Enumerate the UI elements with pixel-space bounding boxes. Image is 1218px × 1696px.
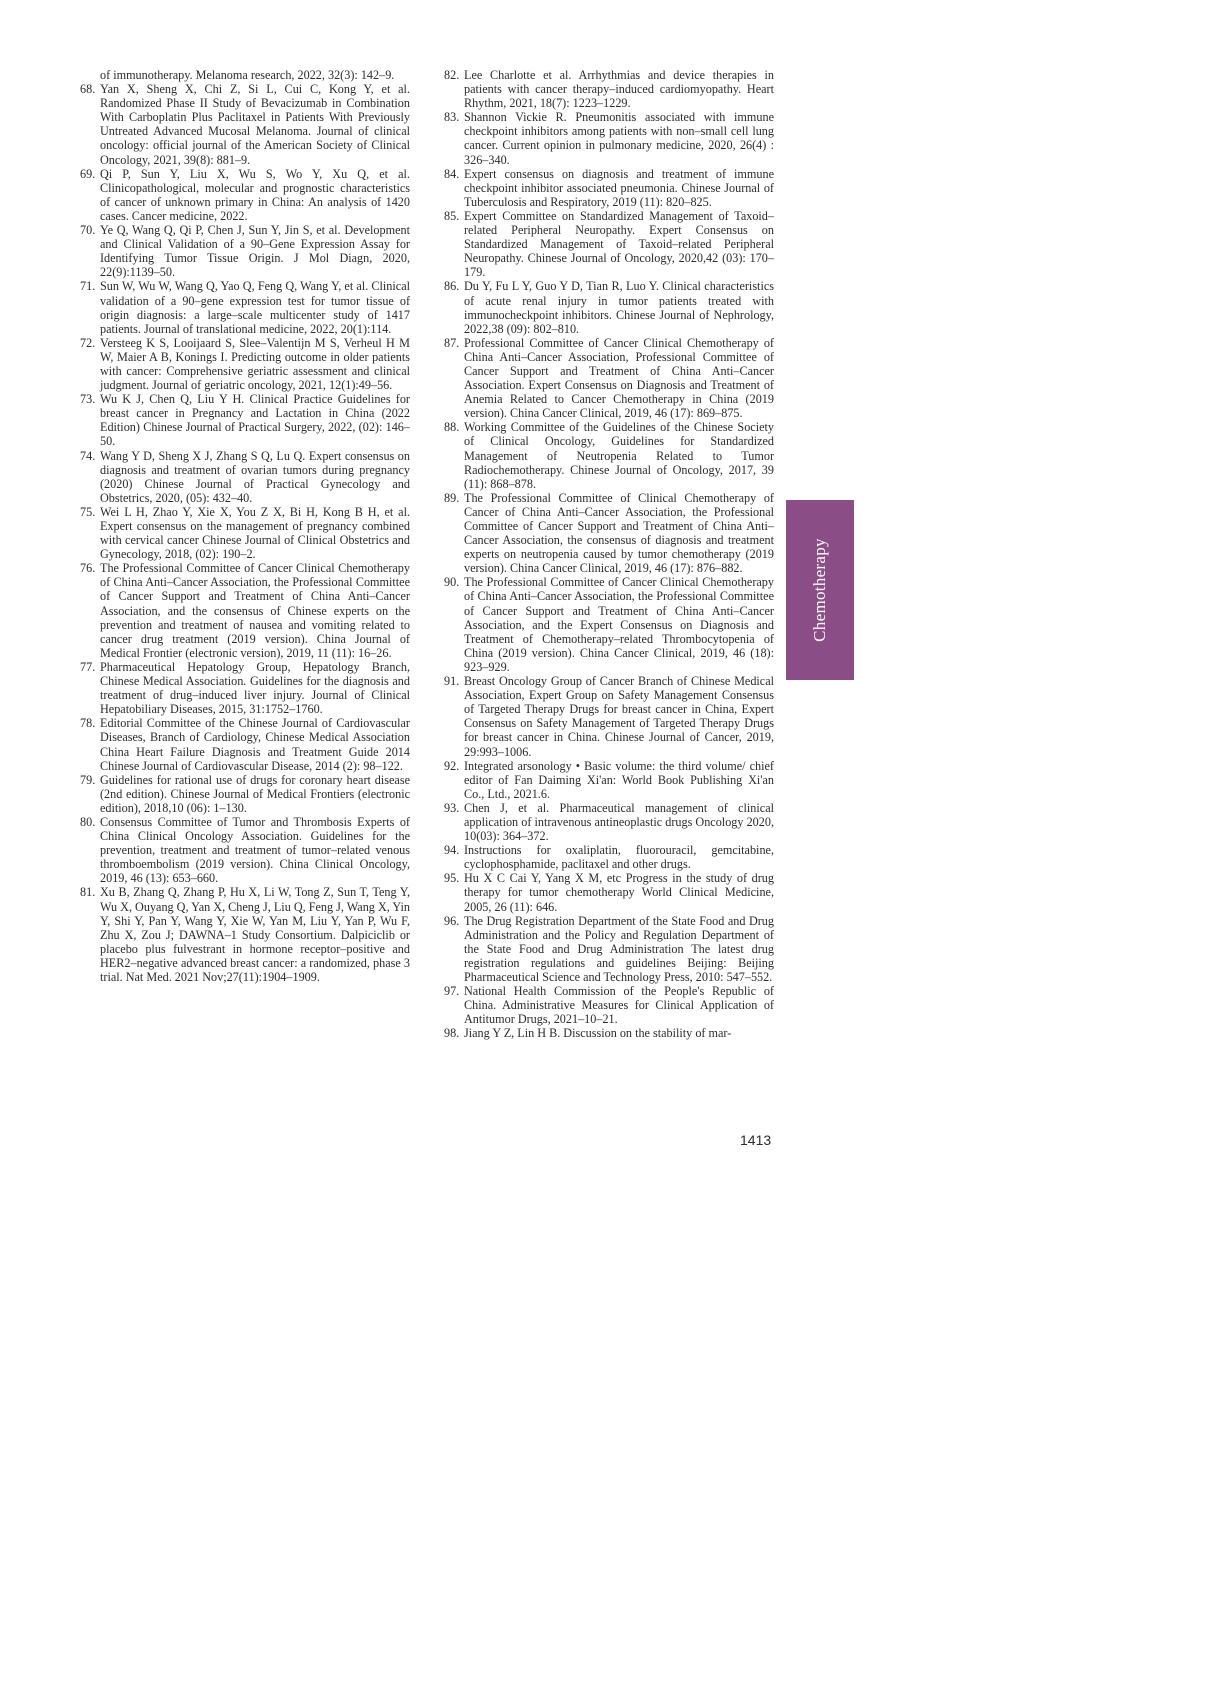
reference-text: Expert consensus on diagnosis and treatment of immune checkpoint inhibitor associated pneumonia. Chinese Journal of Tuberculosis and Respiratory, 2019 (11): 820–825. <box>464 166 774 209</box>
reference-number: 87. <box>444 335 460 350</box>
chapter-side-tab-label: Chemotherapy <box>810 538 829 642</box>
right-reference-column <box>444 68 774 1040</box>
reference-item <box>444 843 774 871</box>
reference-text: Editorial Committee of the Chinese Journal of Cardiovascular Diseases, Branch of Cardiology, Chinese Medical Association China Heart Failure Diagnosis and Treatment Guide 2014 Chinese Journal of Cardiovascular Disease, 2014 (2): 98–122. <box>100 716 410 773</box>
reference-text: Hu X C Cai Y, Yang X M, etc Progress in the study of drug therapy for tumor chemotherapy World Clinical Medicine, 2005, 26 (11): 646. <box>464 871 774 914</box>
reference-text: The Drug Registration Department of the State Food and Drug Administration and the Policy and Regulation Department of the State Food and Drug Administration The latest drug registration regulations and guidelines Beijing: Beijing Pharmaceutical Science and Technology Press, 2010: 547–552. <box>464 913 774 984</box>
reference-text: Ye Q, Wang Q, Qi P, Chen J, Sun Y, Jin S, et al. Development and Clinical Validation of a 90–Gene Expression Assay for Identifying Tumor Tissue Origin. J Mol Diagn, 2020, 22(9):1139–50. <box>100 223 410 280</box>
reference-number: 76. <box>80 561 96 576</box>
left-reference-column <box>80 68 410 984</box>
reference-text: Integrated arsonology • Basic volume: the third volume/ chief editor of Fan Daiming Xi'an: World Book Publishing Xi'an Co., Ltd., 2021.6. <box>464 758 774 801</box>
reference-text: National Health Commission of the People's Republic of China. Administrative Measures for Clinical Application of Antitumor Drugs, 2021–10–21. <box>464 984 774 1027</box>
reference-item <box>80 815 410 885</box>
reference-item <box>444 491 774 576</box>
reference-item <box>80 885 410 984</box>
reference-number: 73. <box>80 392 96 407</box>
chapter-side-tab <box>786 500 854 680</box>
reference-item <box>80 167 410 223</box>
reference-text: Versteeg K S, Looijaard S, Slee–Valentijn M S, Verheul H M W, Maier A B, Konings I. Predicting outcome in older patients with cancer: Comprehensive geriatric assessment and clinical judgment. Journal of geriatric oncology, 2021, 12(1):49–56. <box>100 335 410 393</box>
reference-text: Wei L H, Zhao Y, Xie X, You Z X, Bi H, Kong B H, et al. Expert consensus on the management of pregnancy combined with cervical cancer Chinese Journal of Clinical Obstetrics and Gynecology, 2018, (02): 190–2. <box>100 504 410 562</box>
reference-text: Xu B, Zhang Q, Zhang P, Hu X, Li W, Tong Z, Sun T, Teng Y, Wu X, Ouyang Q, Yan X, Cheng J, Liu Q, Feng J, Wang X, Yin Y, Shi Y, Pan Y, Wang Y, Xie W, Yan M, Liu Y, Yan P, Wu F, Zhu X, Zou J; DAWNA–1 Study Consortium. Dalpiciclib or placebo plus fulvestrant in hormone receptor–positive and HER2–negative advanced breast cancer: a randomized, phase 3 trial. Nat Med. 2021 Nov;27(11):1904–1909. <box>100 885 410 984</box>
reference-number: 89. <box>444 490 460 505</box>
reference-text: Expert Committee on Standardized Management of Taxoid–related Peripheral Neuropathy. Expert Consensus on Standardized Management of Taxoid–related Peripheral Neuropathy. Chinese Journal of Oncology, 2020,42 (03): 170–179. <box>464 208 774 280</box>
reference-text: Shannon Vickie R. Pneumonitis associated with immune checkpoint inhibitors among patients with non–small cell lung cancer. Current opinion in pulmonary medicine, 2020, 26(4) : 326–340. <box>464 110 774 167</box>
reference-text: Consensus Committee of Tumor and Thrombosis Experts of China Clinical Oncology Association. Guidelines for the prevention, treatment and treatment of tumor–related venous thromboembolism (2019 version). China Clinical Oncology, 2019, 46 (13): 653–660. <box>100 814 410 886</box>
reference-item <box>444 759 774 801</box>
reference-item <box>444 110 774 166</box>
reference-text: Chen J, et al. Pharmaceutical management of clinical application of intravenous antineoplastic drugs Oncology 2020, 10(03): 364–372. <box>464 800 774 844</box>
reference-number: 91. <box>444 674 460 689</box>
reference-item <box>80 223 410 279</box>
reference-item <box>80 660 410 716</box>
left-reference-list <box>80 82 410 984</box>
reference-text: Wu K J, Chen Q, Liu Y H. Clinical Practice Guidelines for breast cancer in Pregnancy and Lactation in China (2022 Edition) Chinese Journal of Practical Surgery, 2022, (02): 146–50. <box>100 392 410 449</box>
reference-number: 82. <box>444 68 460 82</box>
reference-text: Instructions for oxaliplatin, fluorouracil, gemcitabine, cyclophosphamide, paclitaxel and other drugs. <box>464 843 774 872</box>
reference-item <box>444 68 774 110</box>
right-reference-list <box>444 68 774 1040</box>
reference-text: Breast Oncology Group of Cancer Branch of Chinese Medical Association, Expert Group on Safety Management Consensus of Targeted Therapy Drugs for breast cancer in China, Expert Consensus on Safety Management of Targeted Therapy Drugs for breast cancer in China. Chinese Journal of Cancer, 2019, 29:993–1006. <box>464 674 774 759</box>
reference-number: 80. <box>80 814 96 829</box>
reference-number: 90. <box>444 575 460 590</box>
reference-number: 70. <box>80 223 96 238</box>
reference-text: The Professional Committee of Clinical Chemotherapy of Cancer of China Anti–Cancer Association, the Professional Committee of Cancer Support and Treatment of China Anti–Cancer Association, the consensus of diagnosis and treatment experts on neutropenia caused by tumor chemotherapy (2019 version). China Cancer Clinical, 2019, 46 (17): 876–882. <box>464 490 774 576</box>
reference-item <box>444 984 774 1026</box>
reference-number: 69. <box>80 166 96 181</box>
reference-item <box>444 167 774 209</box>
reference-number: 83. <box>444 110 460 125</box>
reference-text: Yan X, Sheng X, Chi Z, Si L, Cui C, Kong Y, et al. Randomized Phase II Study of Bevacizumab in Combination With Carboplatin Plus Paclitaxel in Patients With Previously Untreated Advanced Mucosal Melanoma. Journal of clinical oncology: official journal of the American Society of Clinical Oncology, 2021, 39(8): 881–9. <box>100 82 410 167</box>
reference-text: The Professional Committee of Cancer Clinical Chemotherapy of China Anti–Cancer Association, the Professional Committee of Cancer Support and Treatment of China Anti–Cancer Association, and the Expert Consensus on Diagnosis and Treatment of Chemotherapy–related Thrombocytopenia of China (2019 version). China Cancer Clinical, 2019, 46 (18): 923–929. <box>464 575 774 674</box>
reference-number: 94. <box>444 843 460 858</box>
reference-number: 93. <box>444 800 460 815</box>
reference-text: Sun W, Wu W, Wang Q, Yao Q, Feng Q, Wang Y, et al. Clinical validation of a 90–gene expression test for tumor tissue of origin diagnosis: a large–scale multicenter study of 1417 patients. Journal of translational medicine, 2022, 20(1):114. <box>100 279 410 336</box>
reference-item <box>80 392 410 448</box>
reference-item <box>80 505 410 561</box>
reference-item <box>80 561 410 660</box>
reference-number: 77. <box>80 659 96 674</box>
reference-item <box>80 449 410 505</box>
reference-continuation: of immunotherapy. Melanoma research, 2022, 32(3): 142–9. <box>100 68 395 82</box>
reference-number: 72. <box>80 335 96 350</box>
reference-item <box>80 773 410 815</box>
reference-number: 98. <box>444 1026 460 1041</box>
reference-number: 71. <box>80 279 96 294</box>
reference-item <box>444 279 774 335</box>
reference-item <box>444 420 774 490</box>
reference-number: 85. <box>444 208 460 223</box>
reference-number: 68. <box>80 82 96 97</box>
reference-text: Professional Committee of Cancer Clinical Chemotherapy of China Anti–Cancer Association, Professional Committee of Cancer Support and Treatment of China Anti–Cancer Association. Expert Consensus on Diagnosis and Treatment of Anemia Related to Cancer Chemotherapy in China (2019 version). China Cancer Clinical, 2019, 46 (17): 869–875. <box>464 335 774 421</box>
reference-text: Pharmaceutical Hepatology Group, Hepatology Branch, Chinese Medical Association. Guidelines for the diagnosis and treatment of drug–induced liver injury. Journal of Clinical Hepatobiliary Diseases, 2015, 31:1752–1760. <box>100 659 410 717</box>
reference-item <box>80 716 410 772</box>
reference-number: 86. <box>444 279 460 294</box>
reference-item <box>444 914 774 984</box>
reference-text: Lee Charlotte et al. Arrhythmias and device therapies in patients with cancer therapy–induced cardiomyopathy. Heart Rhythm, 2021, 18(7): 1223–1229. <box>464 68 774 111</box>
reference-number: 97. <box>444 984 460 999</box>
reference-text: Wang Y D, Sheng X J, Zhang S Q, Lu Q. Expert consensus on diagnosis and treatment of ovarian tumors during pregnancy (2020) Chinese Journal of Practical Gynecology and Obstetrics, 2020, (05): 432–40. <box>100 448 410 505</box>
reference-item <box>444 336 774 421</box>
reference-text: Working Committee of the Guidelines of the Chinese Society of Clinical Oncology, Guidelines for Standardized Management of Neutropenia Related to Tumor Radiochemotherapy. Chinese Journal of Oncology, 2017, 39 (11): 868–878. <box>464 420 774 491</box>
reference-number: 92. <box>444 758 460 773</box>
reference-number: 78. <box>80 716 96 731</box>
reference-item <box>444 871 774 913</box>
reference-text: Jiang Y Z, Lin H B. Discussion on the stability of mar- <box>464 1026 732 1041</box>
page-number: 1413 <box>740 1132 772 1148</box>
reference-number: 88. <box>444 420 460 435</box>
reference-number: 96. <box>444 913 460 928</box>
reference-number: 84. <box>444 166 460 181</box>
reference-item <box>80 336 410 392</box>
reference-item <box>444 801 774 843</box>
reference-item <box>444 674 774 759</box>
reference-text: The Professional Committee of Cancer Clinical Chemotherapy of China Anti–Cancer Association, the Professional Committee of Cancer Support and Treatment of China Anti–Cancer Association, and the consensus of Chinese experts on the prevention and treatment of nausea and vomiting related to cancer drug treatment (2019 version). China Journal of Medical Frontier (electronic version), 2019, 11 (11): 16–26. <box>100 561 410 660</box>
reference-item <box>444 1026 774 1040</box>
reference-text: Guidelines for rational use of drugs for coronary heart disease (2nd edition). Chinese Journal of Medical Frontiers (electronic edition), 2018,10 (06): 1–130. <box>100 772 410 815</box>
reference-item <box>444 575 774 674</box>
reference-item <box>80 279 410 335</box>
reference-number: 79. <box>80 772 96 787</box>
reference-text: Du Y, Fu L Y, Guo Y D, Tian R, Luo Y. Clinical characteristics of acute renal injury in tumor patients treated with immunocheckpoint inhibitors. Chinese Journal of Nephrology, 2022,38 (09): 802–810. <box>464 279 774 336</box>
reference-text: Qi P, Sun Y, Liu X, Wu S, Wo Y, Xu Q, et al. Clinicopathological, molecular and prognostic characteristics of cancer of unknown primary in China: An analysis of 1420 cases. Cancer medicine, 2022. <box>100 166 410 223</box>
reference-item <box>444 209 774 279</box>
reference-number: 75. <box>80 504 96 519</box>
reference-number: 81. <box>80 885 96 900</box>
reference-number: 74. <box>80 448 96 463</box>
reference-number: 95. <box>444 871 460 886</box>
reference-item <box>80 82 410 167</box>
